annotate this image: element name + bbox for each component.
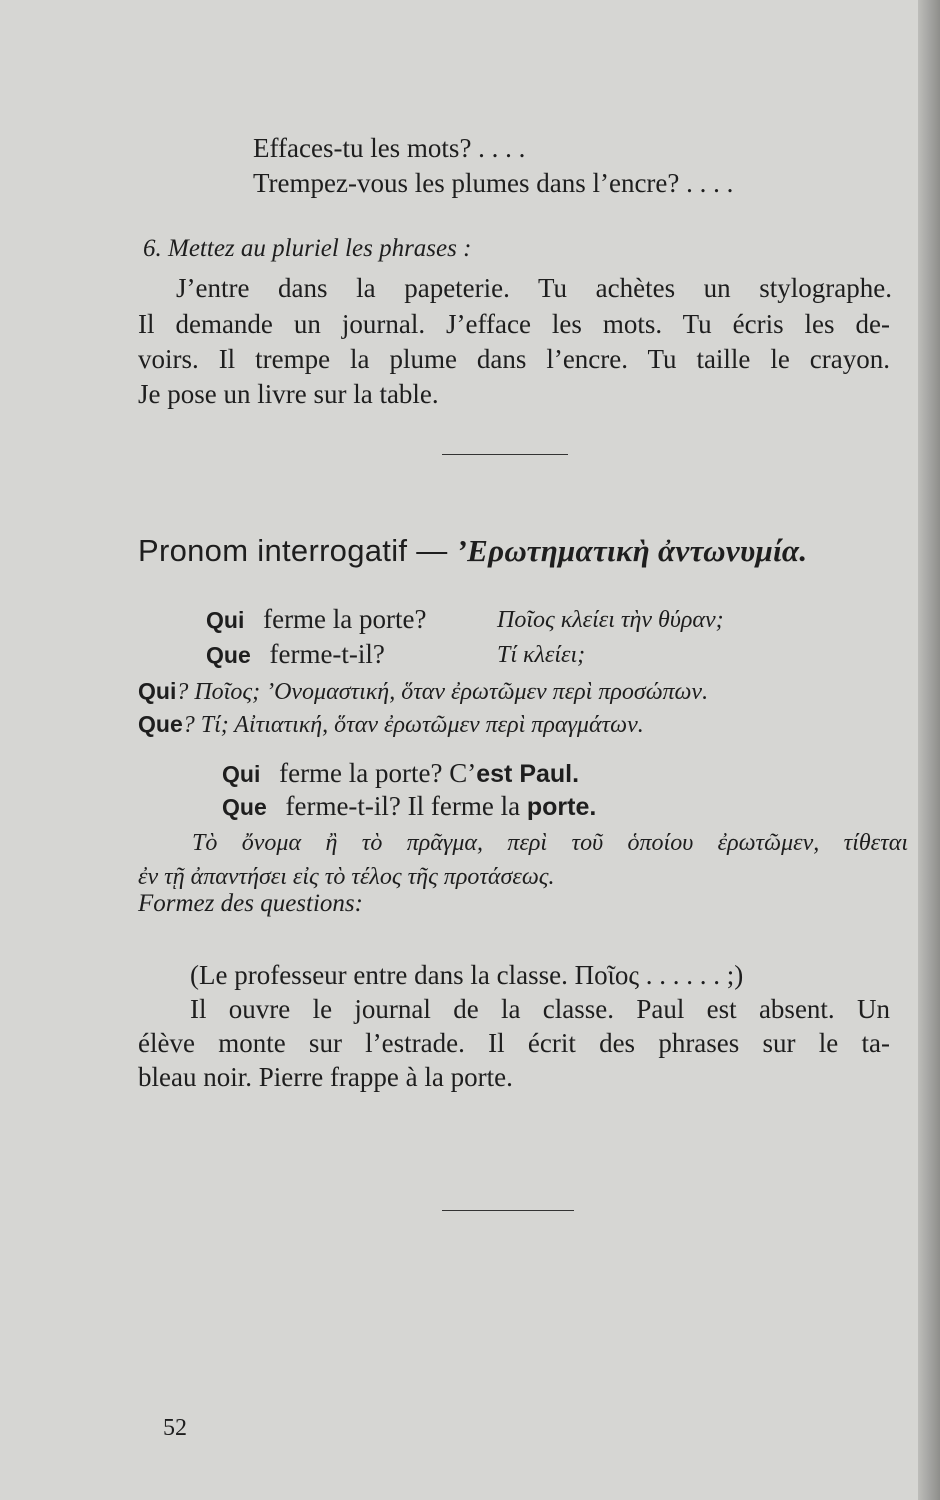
exercise-6-title: 6. Mettez au pluriel les phrases : bbox=[143, 235, 472, 262]
exercise-first-line: (Le professeur entre dans la classe. Ποῖος . . . . . . ;) bbox=[190, 960, 744, 990]
table-row bbox=[206, 602, 427, 637]
section-heading bbox=[138, 533, 807, 569]
heading-dash: — bbox=[416, 533, 448, 568]
formez-instruction: Formez des questions: bbox=[138, 890, 363, 917]
example-line bbox=[222, 756, 579, 791]
exercise-6-line: voirs. Il trempe la plume dans l’encre. Tu taille le crayon. bbox=[138, 344, 890, 374]
exercise-6-line: Je pose un livre sur la table. bbox=[138, 379, 439, 409]
greek-phrase: Ποῖος κλείει τὴν θύραν; bbox=[497, 607, 724, 633]
section-divider bbox=[442, 1210, 574, 1211]
example-answer: est Paul. bbox=[476, 760, 580, 788]
greek-note-line: ἐν τῇ ἀπαντήσει εἰς τὸ τέλος τῆς προτάσεως. bbox=[138, 864, 555, 890]
greek-phrase: Τί κλείει; bbox=[497, 642, 586, 668]
explanation: ? Ποῖος; ’Ονομαστική, ὅταν ἐρωτῶμεν περὶ προσώπων. bbox=[176, 679, 709, 705]
pronoun-word: Que bbox=[206, 642, 251, 668]
greek-note-line: Τὸ ὄνομα ἢ τὸ πρᾶγμα, περὶ τοῦ ὁποίου ἐρωτῶμεν, τίθεται bbox=[192, 830, 908, 856]
example-answer: porte. bbox=[526, 793, 597, 821]
example-text: ferme-t-il? Il ferme la bbox=[285, 791, 527, 821]
pronoun-word: Que bbox=[138, 711, 183, 737]
section-divider bbox=[442, 454, 568, 455]
exercise-line: bleau noir. Pierre frappe à la porte. bbox=[138, 1062, 513, 1092]
example-line bbox=[222, 789, 596, 824]
question-line-2: Trempez-vous les plumes dans l’encre? . . . . bbox=[253, 168, 734, 198]
example-text: ferme la porte? C’ bbox=[279, 758, 477, 788]
table-row bbox=[206, 637, 385, 672]
exercise-6-line: J’entre dans la papeterie. Tu achètes un stylographe. bbox=[176, 273, 892, 303]
french-phrase: ferme-t-il? bbox=[269, 639, 385, 669]
exercise-6-line: Il demande un journal. J’efface les mots. Tu écris les de- bbox=[138, 309, 890, 339]
exercise-line: Il ouvre le journal de la classe. Paul est absent. Un bbox=[190, 994, 890, 1024]
pronoun-word: Qui bbox=[222, 761, 261, 787]
heading-greek: ’Ερωτηματικὴ ἀντωνυμία. bbox=[456, 533, 808, 568]
table-row bbox=[138, 673, 708, 709]
french-phrase: ferme la porte? bbox=[263, 604, 427, 634]
page-number: 52 bbox=[163, 1415, 187, 1441]
table-row bbox=[138, 706, 644, 742]
question-line-1: Effaces-tu les mots? . . . . bbox=[253, 133, 526, 163]
pronoun-word: Qui bbox=[138, 678, 177, 704]
pronoun-word: Qui bbox=[206, 607, 245, 633]
pronoun-word: Que bbox=[222, 794, 267, 820]
heading-french: Pronom interrogatif bbox=[138, 533, 408, 568]
exercise-line: élève monte sur l’estrade. Il écrit des phrases sur le ta- bbox=[138, 1028, 890, 1058]
explanation: ? Τί; Αἰτιατική, ὅταν ἐρωτῶμεν περὶ πραγμάτων. bbox=[182, 712, 644, 738]
book-spine bbox=[918, 0, 940, 1500]
